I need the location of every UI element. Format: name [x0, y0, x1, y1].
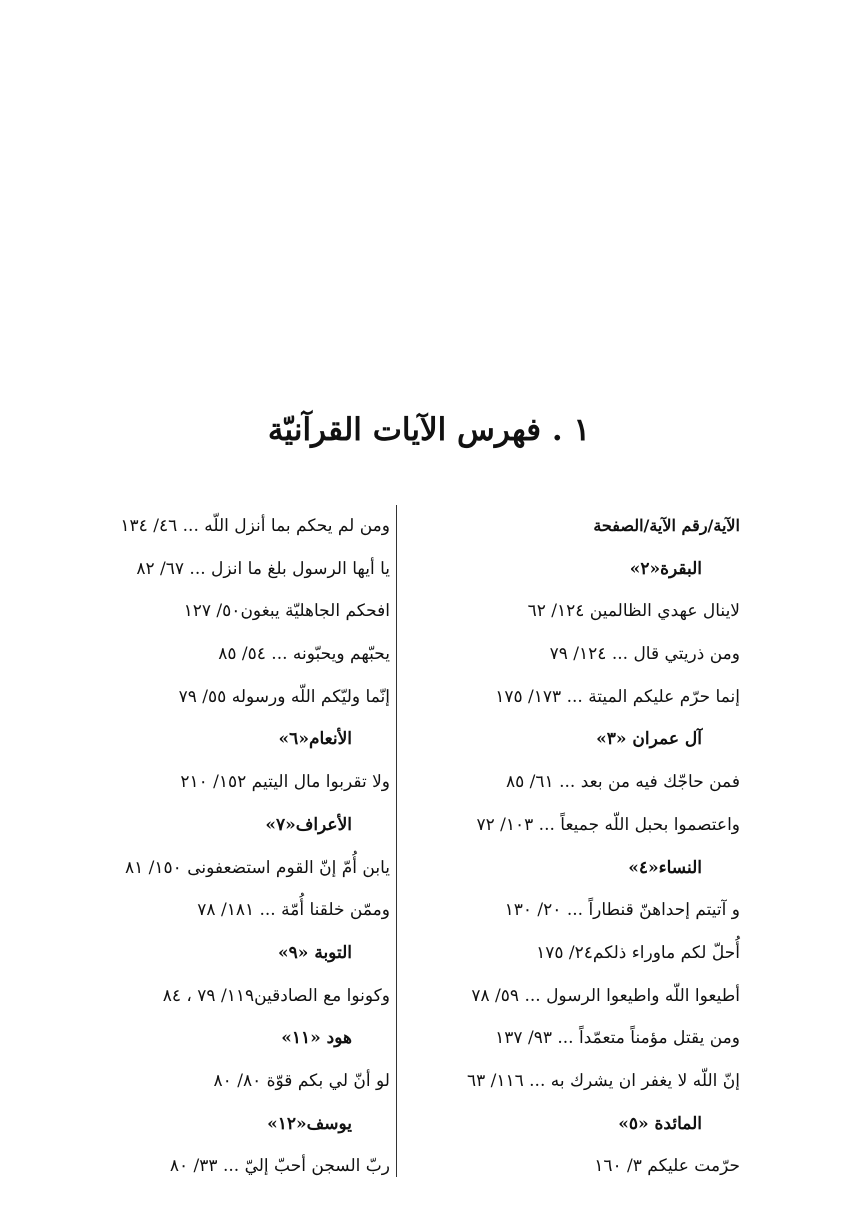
surah-heading: الأنعام«٦»	[278, 729, 352, 750]
surah-heading: النساء«٤»	[628, 857, 702, 878]
verse-entry: لو أنّ لي بكم قوّة ٨٠/ ٨٠	[213, 1070, 390, 1091]
index-column-left	[100, 505, 390, 1188]
verse-entry: أطيعوا اللّه واطيعوا الرسول ... ٥٩/ ٧٨	[471, 985, 740, 1006]
verse-entry: لاينال عهدي الظالمين ١٢٤/ ٦٢	[527, 601, 740, 622]
verse-entry: وكونوا مع الصادقين١١٩/ ٧٩ ، ٨٤	[162, 985, 390, 1006]
verse-entry: إنّ اللّه لا يغفر ان يشرك به ... ١١٦/ ٦٣	[466, 1070, 740, 1091]
surah-heading: الأعراف«٧»	[265, 814, 352, 835]
verse-entry: حرّمت عليكم ٣/ ١٦٠	[594, 1156, 740, 1177]
verse-entry: يحبّهم ويحبّونه ... ٥٤/ ٨٥	[218, 644, 390, 665]
verse-entry: افحكم الجاهليّة يبغون٥٠/ ١٢٧	[183, 601, 390, 622]
surah-heading: المائدة «٥»	[618, 1113, 702, 1134]
verse-entry: يابن أُمّ إنّ القوم استضعفونى ١٥٠/ ٨١	[124, 857, 390, 878]
verse-entry: ومن يقتل مؤمناً متعمّداً ... ٩٣/ ١٣٧	[495, 1028, 740, 1049]
verse-entry: ربّ السجن أحبّ إليّ ... ٣٣/ ٨٠	[169, 1156, 390, 1177]
column-divider	[396, 505, 397, 1177]
surah-heading: آل عمران «٣»	[596, 729, 702, 750]
verse-entry: فمن حاجّك فيه من بعد ... ٦١/ ٨٥	[506, 772, 740, 793]
verse-entry: واعتصموا بحبل اللّه جميعاً ... ١٠٣/ ٧٢	[476, 814, 740, 835]
verse-entry: أُحلّ لكم ماوراء ذلكم٢٤/ ١٧٥	[536, 942, 740, 963]
surah-heading: التوبة «٩»	[278, 942, 352, 963]
verse-entry: و آتيتم إحداهنّ قنطاراً ... ٢٠/ ١٣٠	[504, 900, 740, 921]
index-header: الآية/رقم الآية/الصفحة	[593, 516, 740, 535]
index-column-right	[420, 505, 740, 1188]
page-title: ١ . فهرس الآيات القرآنيّة	[267, 412, 591, 448]
verse-entry: ومن لم يحكم بما أنزل اللّه ... ٤٦/ ١٣٤	[120, 516, 390, 536]
verse-entry: وممّن خلقنا أُمّة ... ١٨١/ ٧٨	[197, 900, 390, 921]
surah-heading: يوسف«١٢»	[267, 1113, 352, 1134]
verse-entry: يا أيها الرسول بلغ ما انزل ... ٦٧/ ٨٢	[136, 558, 390, 579]
surah-heading: هود «١١»	[281, 1028, 352, 1049]
surah-heading: البقرة«٢»	[629, 558, 702, 579]
verse-entry: إنما حرّم عليكم الميتة ... ١٧٣/ ١٧٥	[495, 686, 740, 707]
verse-entry: إنّما وليّكم اللّه ورسوله ٥٥/ ٧٩	[178, 686, 390, 707]
verse-entry: ولا تقربوا مال اليتيم ١٥٢/ ٢١٠	[180, 772, 390, 793]
verse-entry: ومن ذريتي قال ... ١٢٤/ ٧٩	[549, 644, 740, 665]
